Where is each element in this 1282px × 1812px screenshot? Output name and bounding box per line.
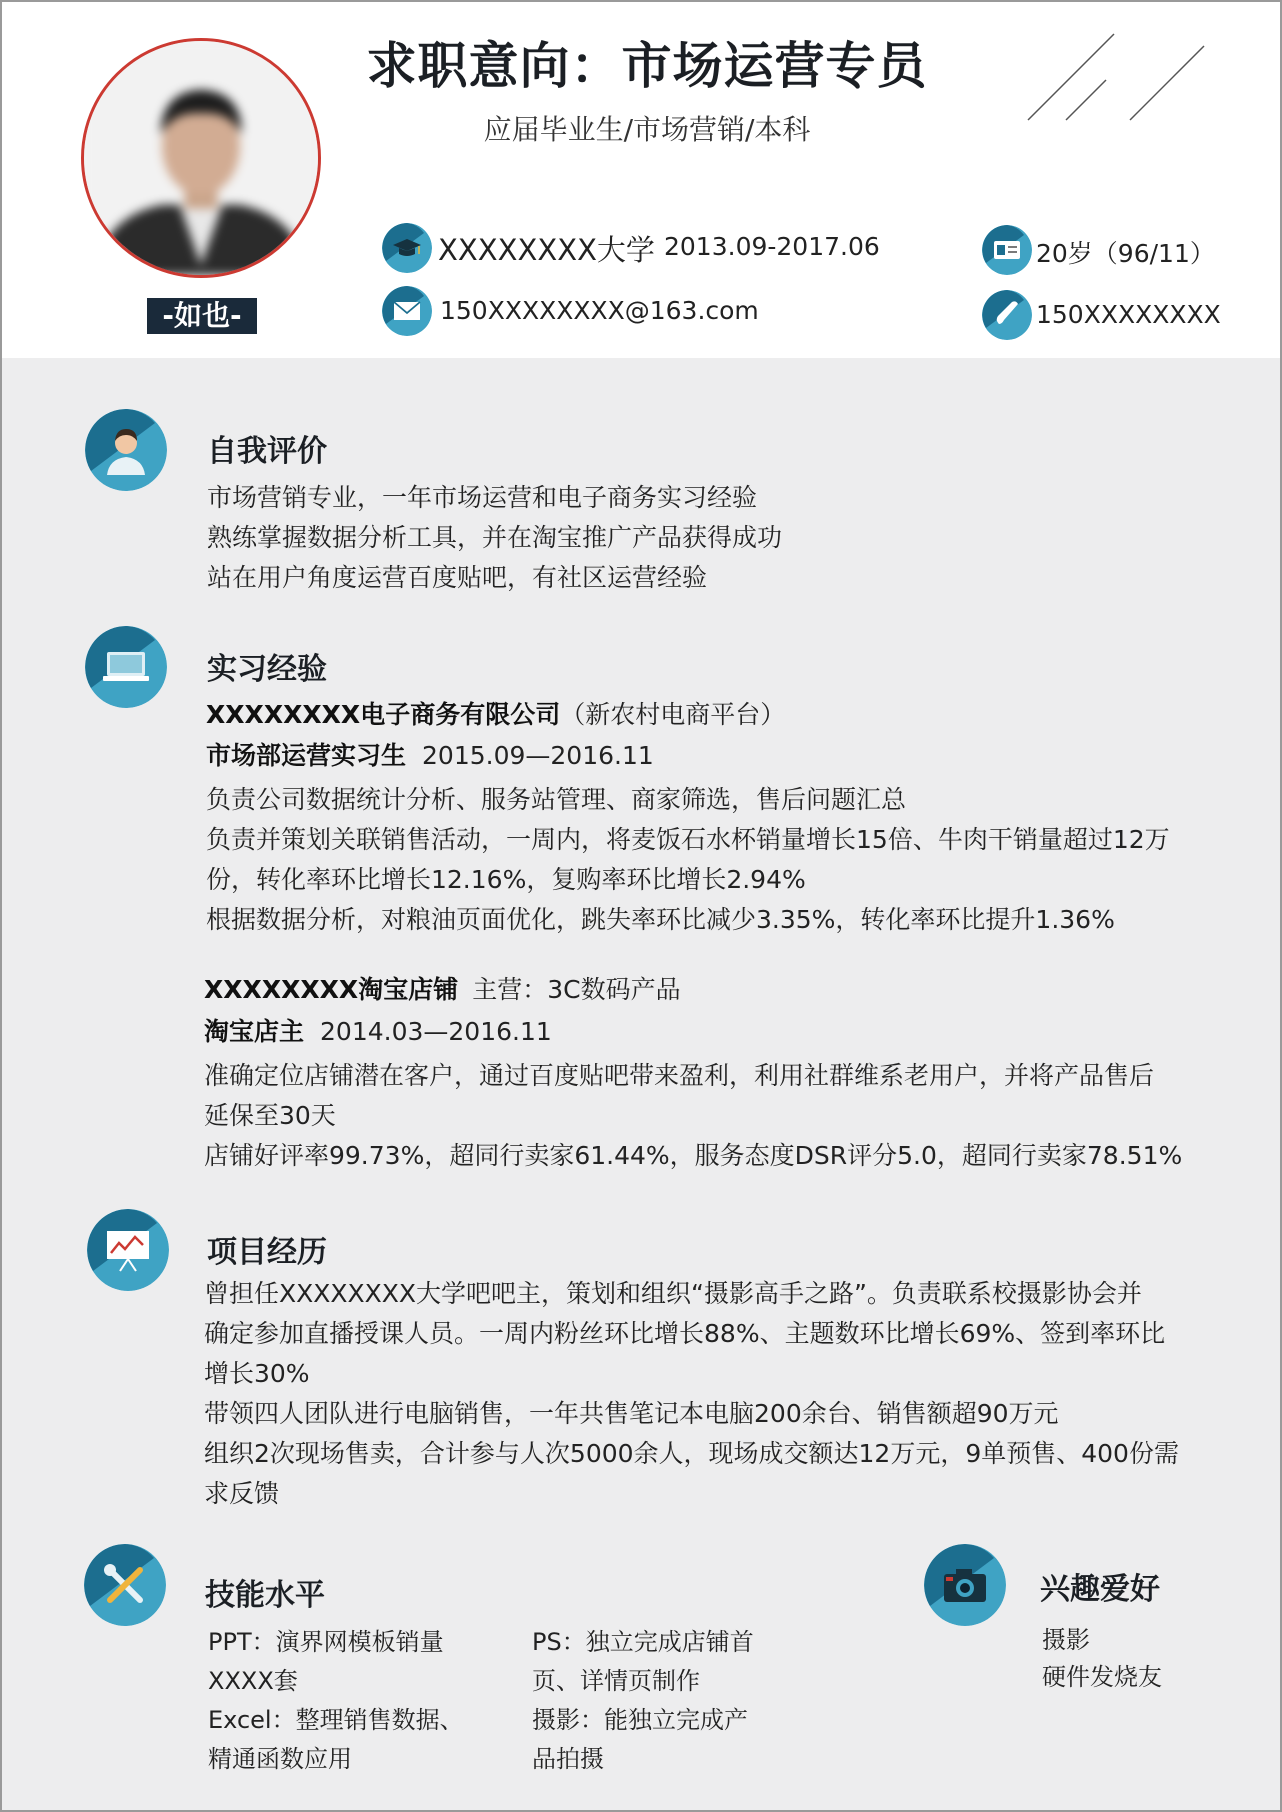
phone-number: 150XXXXXXXX: [1036, 300, 1221, 329]
project-line: 求反馈: [204, 1479, 280, 1508]
self-eval-line: 站在用户角度运营百度贴吧，有社区运营经验: [207, 563, 708, 592]
presentation-board-icon: [87, 1209, 169, 1291]
project-line: 曾担任XXXXXXXX大学吧吧主，策划和组织“摄影高手之路”。负责联系校摄影协会并: [204, 1279, 1142, 1308]
job1-line: 份，转化率环比增长12.16%，复购率环比增长2.94%: [206, 865, 806, 894]
hobby-item: 摄影: [1042, 1626, 1090, 1654]
section-title-projects: 项目经历: [207, 1235, 327, 1270]
job2-role: 淘宝店主: [204, 1017, 305, 1046]
phone-icon: [982, 290, 1032, 340]
job1-header: [206, 695, 785, 731]
email-address: 150XXXXXXXX@163.com: [440, 296, 759, 325]
job2-header: [204, 970, 681, 1006]
job1-line: 负责公司数据统计分析、服务站管理、商家筛选，售后问题汇总: [206, 785, 907, 814]
self-eval-line: 市场营销专业，一年市场运营和电子商务实习经验: [207, 483, 758, 512]
section-title-internship: 实习经验: [207, 652, 327, 687]
skill-line: PS：独立完成店铺首: [532, 1628, 754, 1656]
envelope-icon: [382, 286, 432, 336]
portrait-image: [84, 41, 318, 275]
school-name: XXXXXXXX大学: [438, 233, 655, 267]
skill-line: Excel：整理销售数据、: [208, 1706, 464, 1734]
job2-period: 2014.03—2016.11: [320, 1017, 552, 1046]
skill-line: PPT：演界网模板销量: [208, 1628, 444, 1656]
decorative-lines: [1022, 28, 1212, 128]
project-line: 组织2次现场售卖，合计参与人次5000余人，现场成交额达12万元，9单预售、400份需: [204, 1439, 1179, 1468]
page-title: 求职意向：市场运营专员: [366, 37, 928, 95]
skill-line: 精通函数应用: [208, 1745, 352, 1773]
page-subtitle: 应届毕业生/市场营销/本科: [483, 113, 811, 146]
profile-photo: [81, 38, 321, 278]
laptop-icon: [85, 626, 167, 708]
camera-icon: [924, 1544, 1006, 1626]
skill-line: 品拍摄: [532, 1745, 604, 1773]
job1-company-note: （新农村电商平台）: [560, 700, 786, 729]
tools-icon: [84, 1544, 166, 1626]
graduation-cap-icon: [382, 223, 432, 273]
job2-line: 店铺好评率99.73%，超同行卖家61.44%，服务态度DSR评分5.0，超同行卖家78.51%: [204, 1141, 1183, 1170]
project-line: 确定参加直播授课人员。一周内粉丝环比增长88%、主题数环比增长69%、签到率环比: [204, 1319, 1166, 1348]
person-icon: [85, 409, 167, 491]
project-line: 带领四人团队进行电脑销售，一年共售笔记本电脑200余台、销售额超90万元: [204, 1399, 1059, 1428]
job1-period: 2015.09—2016.11: [422, 741, 654, 770]
project-line: 增长30%: [204, 1359, 310, 1388]
section-title-skills: 技能水平: [205, 1578, 325, 1613]
job1-line: 根据数据分析，对粮油页面优化，跳失率环比减少3.35%，转化率环比提升1.36%: [206, 905, 1115, 934]
job2-line: 准确定位店铺潜在客户，通过百度贴吧带来盈利，利用社群维系老用户，并将产品售后: [204, 1061, 1155, 1090]
skill-line: 页、详情页制作: [532, 1667, 700, 1695]
job1-company: XXXXXXXX电子商务有限公司: [206, 700, 561, 729]
id-card-icon: [982, 225, 1032, 275]
job2-company: XXXXXXXX淘宝店铺: [204, 975, 459, 1004]
resume-header: [2, 2, 1282, 358]
hobby-item: 硬件发烧友: [1042, 1663, 1162, 1691]
self-eval-line: 熟练掌握数据分析工具，并在淘宝推广产品获得成功: [207, 523, 783, 552]
job1-role-row: [206, 736, 654, 772]
school-period: 2013.09-2017.06: [664, 232, 880, 261]
name-badge: -如也-: [147, 298, 257, 334]
job1-line: 负责并策划关联销售活动，一周内，将麦饭石水杯销量增长15倍、牛肉干销量超过12万: [206, 825, 1170, 854]
job2-company-note: 主营：3C数码产品: [472, 975, 681, 1004]
job2-role-row: [204, 1012, 552, 1048]
job1-role: 市场部运营实习生: [206, 741, 407, 770]
skill-line: 摄影：能独立完成产: [532, 1706, 748, 1734]
section-title-hobbies: 兴趣爱好: [1040, 1572, 1160, 1607]
job2-line: 延保至30天: [204, 1101, 336, 1130]
section-title-self-evaluation: 自我评价: [207, 434, 327, 469]
age-birth: 20岁（96/11）: [1036, 239, 1215, 268]
skill-line: XXXX套: [208, 1667, 298, 1695]
